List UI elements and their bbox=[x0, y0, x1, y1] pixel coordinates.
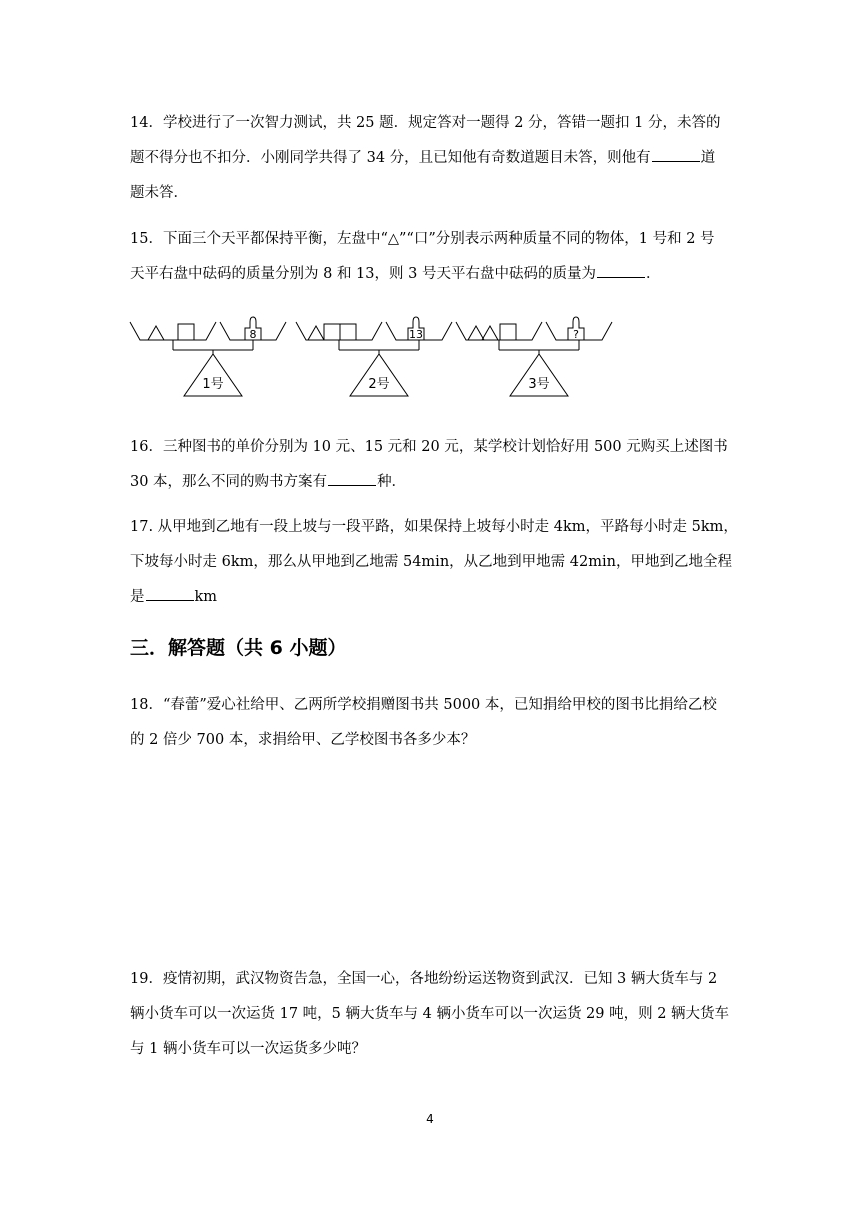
answer-blank[interactable] bbox=[597, 263, 645, 278]
q17-line-2: 下坡每小时走 6km，那么从甲地到乙地需 54min，从乙地到甲地需 42min，甲地到乙地全程 bbox=[130, 554, 732, 570]
q16-line-2: 30 本，那么不同的购书方案有 bbox=[130, 474, 328, 490]
scale-3-weight: ? bbox=[573, 328, 579, 341]
question-19 bbox=[130, 962, 730, 1067]
question-17 bbox=[130, 510, 738, 615]
answer-blank[interactable] bbox=[328, 471, 376, 486]
q14-line-2: 题不得分也不扣分．小刚同学共得了 34 分，且已知他有奇数道题目未答，则他有 bbox=[130, 150, 651, 166]
q17-line-1: 17. 从甲地到乙地有一段上坡与一段平路，如果保持上坡每小时走 4km，平路每小时走 5km， bbox=[130, 519, 738, 535]
answer-blank[interactable] bbox=[146, 586, 194, 601]
answer-blank[interactable] bbox=[652, 147, 700, 162]
q17-line-3-end: km bbox=[194, 589, 218, 605]
question-15 bbox=[130, 222, 730, 292]
scale-2-label: 2号 bbox=[368, 377, 390, 392]
question-16 bbox=[130, 430, 730, 500]
q17-line-3: 是 bbox=[130, 589, 145, 605]
page-number: 4 bbox=[426, 1112, 434, 1126]
section-heading: 三．解答题（共 6 小题） bbox=[130, 637, 347, 659]
question-14 bbox=[130, 106, 730, 211]
q15-line-1: 15．下面三个天平都保持平衡，左盘中“△”“口”分别表示两种质量不同的物体，1 号和 2 号 bbox=[130, 231, 715, 247]
q15-line-2: 天平右盘中砝码的质量分别为 8 和 13，则 3 号天平右盘中砝码的质量为 bbox=[130, 266, 596, 282]
q14-line-1: 14．学校进行了一次智力测试，共 25 题．规定答对一题得 2 分，答错一题扣 1 分，未答的 bbox=[130, 115, 721, 131]
scale-1-label: 1号 bbox=[202, 377, 224, 392]
q16-line-1: 16．三种图书的单价分别为 10 元、15 元和 20 元，某学校计划恰好用 500 元购买上述图书 bbox=[130, 439, 728, 455]
scale-1-weight: 8 bbox=[249, 328, 257, 341]
q15-line-2-end: ． bbox=[645, 266, 661, 282]
scale-3-label: 3号 bbox=[528, 377, 550, 392]
q19-line-2: 辆小货车可以一次运货 17 吨，5 辆大货车与 4 辆小货车可以一次运货 29 吨，则 2 辆大货车 bbox=[130, 1006, 730, 1022]
q19-line-3: 与 1 辆小货车可以一次运货多少吨？ bbox=[130, 1041, 366, 1057]
q14-line-3: 题未答． bbox=[130, 185, 188, 201]
balance-scales-figure bbox=[128, 306, 618, 404]
scale-2-weight: 13 bbox=[409, 328, 423, 341]
q14-line-2-end: 道 bbox=[700, 150, 716, 166]
q19-line-1: 19．疫情初期，武汉物资告急，全国一心，各地纷纷运送物资到武汉．已知 3 辆大货车与 2 bbox=[130, 971, 718, 987]
question-18 bbox=[130, 688, 730, 758]
q18-line-2: 的 2 倍少 700 本，求捐给甲、乙学校图书各多少本？ bbox=[130, 732, 476, 748]
q18-line-1: 18．“春蕾”爱心社给甲、乙两所学校捐赠图书共 5000 本，已知捐给甲校的图书比捐给乙校 bbox=[130, 697, 717, 713]
q16-line-2-end: 种． bbox=[377, 474, 407, 490]
